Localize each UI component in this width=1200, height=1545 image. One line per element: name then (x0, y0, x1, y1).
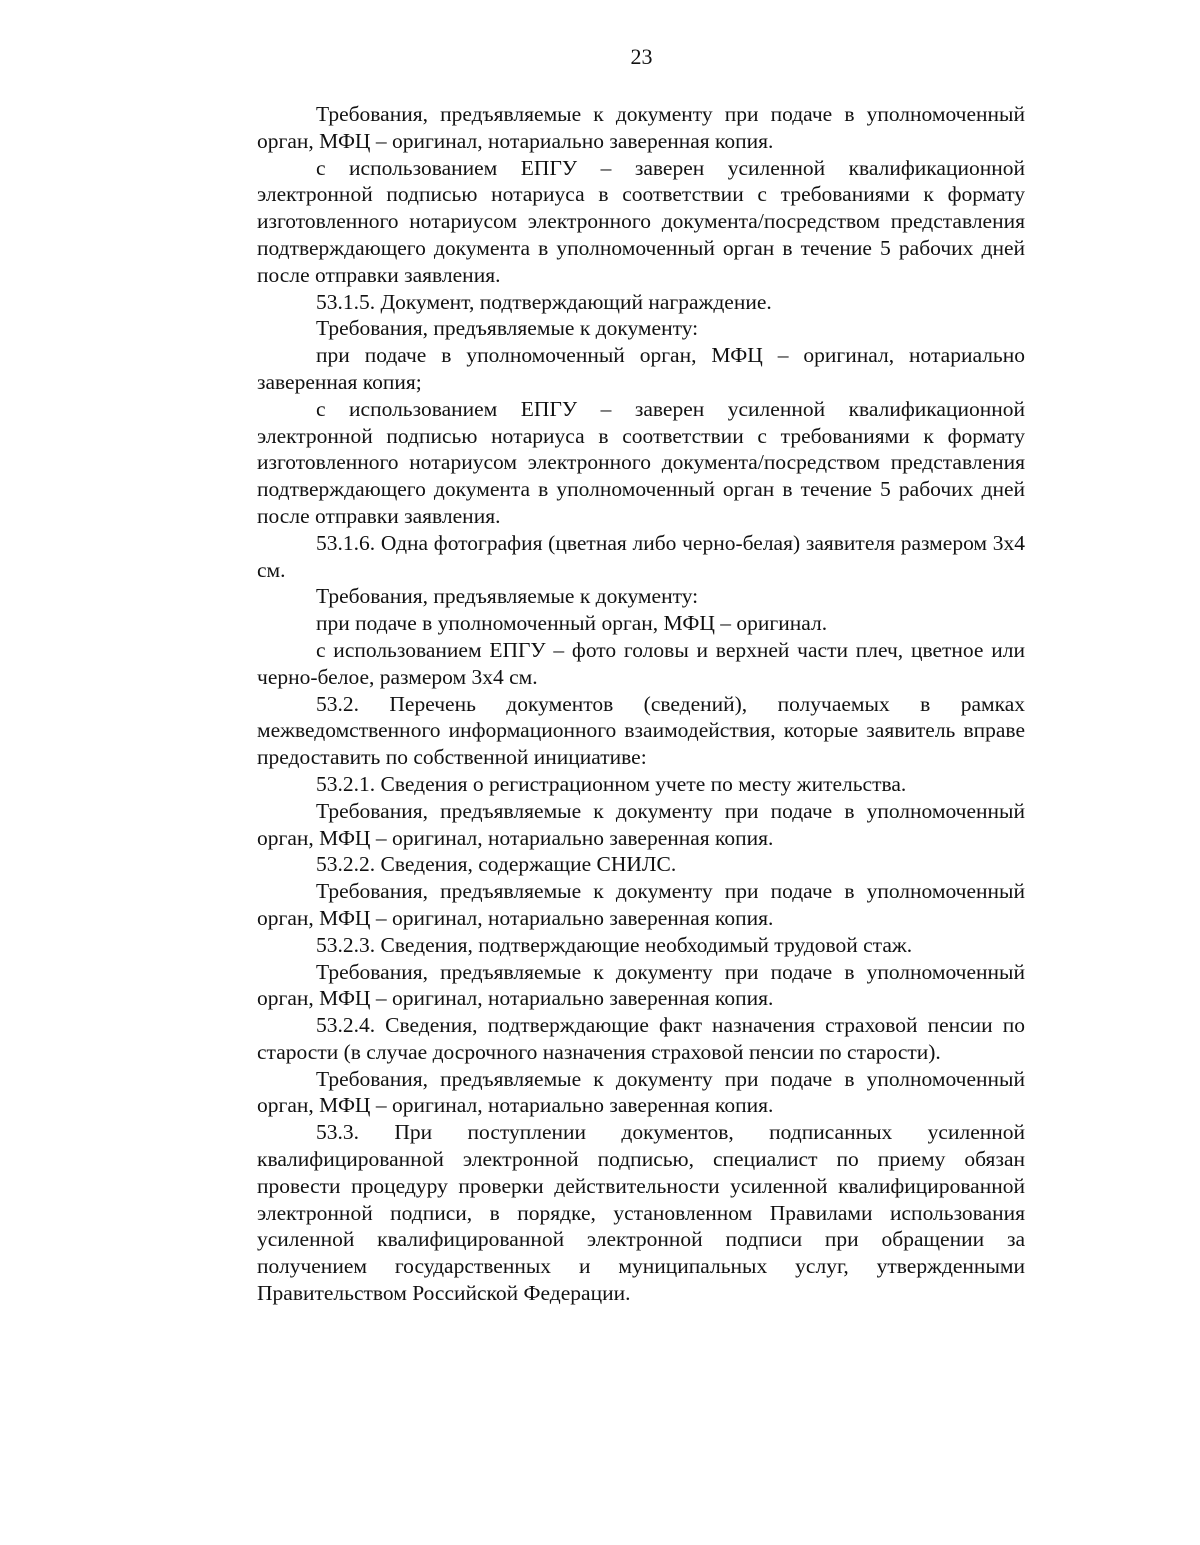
paragraph-53-2-2: 53.2.2. Сведения, содержащие СНИЛС. (316, 852, 677, 877)
paragraph-requirements-53-2-2: Требования, предъявляемые к документу при подаче в уполномоченный орган, МФЦ – оригинал, нотариально заверенная копия. (257, 879, 1025, 930)
paragraph-requirements-53-2-3: Требования, предъявляемые к документу при подаче в уполномоченный орган, МФЦ – оригинал, нотариально заверенная копия. (257, 959, 1025, 1011)
paragraph-requirements-general: Требования, предъявляемые к документу при подаче в уполномоченный орган, МФЦ – оригинал, нотариально заверенная копия. (257, 102, 1025, 153)
paragraph-53-1-6: 53.1.6. Одна фотография (цветная либо черно-белая) заявителя размером 3х4 см. (257, 530, 1025, 582)
paragraph-requirements-53-2-4: Требования, предъявляемые к документу при подаче в уполномоченный орган, МФЦ – оригинал, нотариально заверенная копия. (257, 1066, 1025, 1118)
paragraph-53-2-1: 53.2.1. Сведения о регистрационном учете по месту жительства. (316, 771, 907, 796)
paragraph-epgu-notary: с использованием ЕПГУ – заверен усиленной квалификационной электронной подписью нотариуса в соответствии с требованиями к формату изготовленного нотариусом электронного документа/посредством представления подтверждающего документа в уполномоченный орган в течение 5 рабочих дней после отправки заявления. (257, 155, 1025, 287)
page-number: 23 (630, 44, 653, 69)
paragraph-53-2-4: 53.2.4. Сведения, подтверждающие факт назначения страховой пенсии по старости (в случае досрочного назначения страховой пенсии по старости). (257, 1013, 1025, 1064)
paragraph-requirements-heading: Требования, предъявляемые к документу: (316, 316, 699, 341)
paragraph-53-2: 53.2. Перечень документов (сведений), получаемых в рамках межведомственного информационного взаимодействия, которые заявитель вправе предоставить по собственной инициативе: (257, 691, 1025, 770)
paragraph-mfc-original: при подаче в уполномоченный орган, МФЦ – оригинал. (316, 611, 828, 636)
paragraph-requirements-53-2-1: Требования, предъявляемые к документу при подаче в уполномоченный орган, МФЦ – оригинал, нотариально заверенная копия. (257, 798, 1025, 850)
paragraph-53-3: 53.3. При поступлении документов, подписанных усиленной квалифицированной электронной подписью, специалист по приему обязан провести процедуру проверки действительности усиленной квалифицированной электронной подписи, в порядке, установленном Правилами использования усиленной квалифицированной электронной подписи при обращении за получением государственных и муниципальных услуг, утвержденными Правительством Российской Федерации. (257, 1120, 1025, 1306)
document-body (257, 101, 1025, 1307)
paragraph-epgu-notary-2: с использованием ЕПГУ – заверен усиленной квалификационной электронной подписью нотариуса в соответствии с требованиями к формату изготовленного нотариусом электронного документа/посредством представления подтверждающего документа в уполномоченный орган в течение 5 рабочих дней после отправки заявления. (257, 396, 1025, 528)
paragraph-53-1-5: 53.1.5. Документ, подтверждающий награждение. (316, 289, 772, 314)
paragraph-epgu-photo: с использованием ЕПГУ – фото головы и верхней части плеч, цветное или черно-белое, размером 3х4 см. (257, 637, 1025, 689)
paragraph-53-2-3: 53.2.3. Сведения, подтверждающие необходимый трудовой стаж. (316, 932, 913, 957)
paragraph-requirements-heading-2: Требования, предъявляемые к документу: (316, 584, 699, 609)
paragraph-mfc-original-copy: при подаче в уполномоченный орган, МФЦ – оригинал, нотариально заверенная копия; (257, 343, 1025, 394)
